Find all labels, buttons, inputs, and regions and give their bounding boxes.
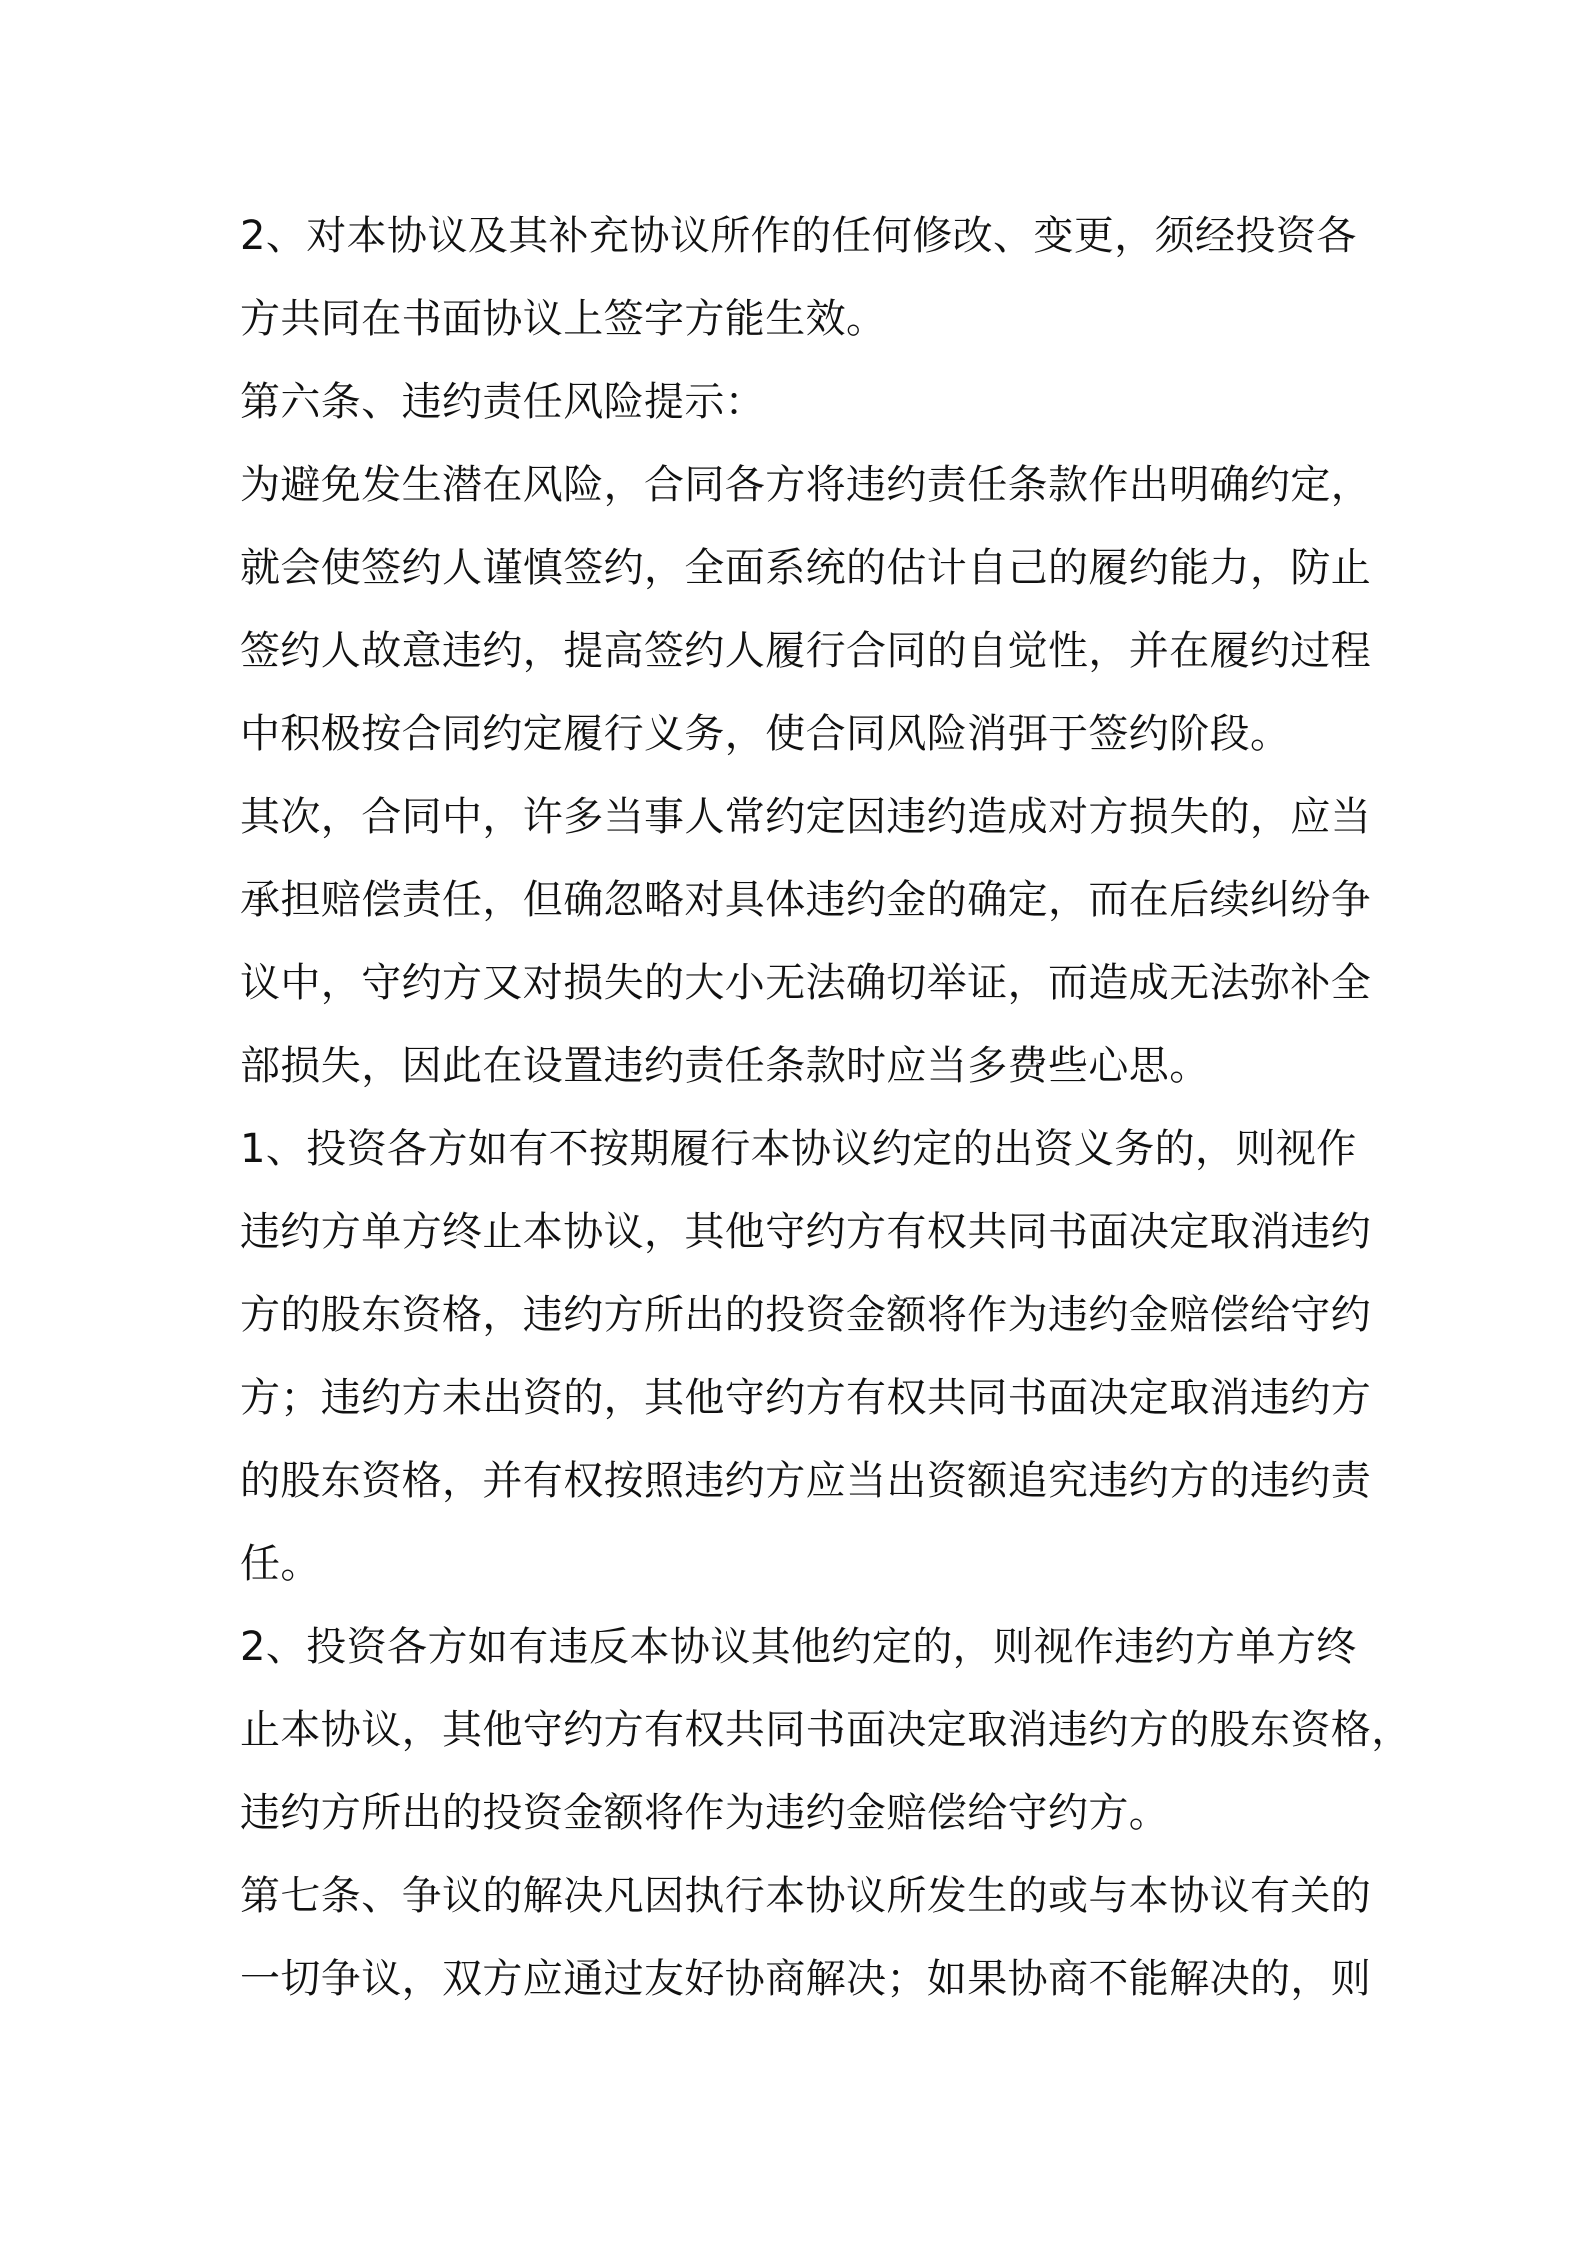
text-line: 其次，合同中，许多当事人常约定因违约造成对方损失的，应当 [240,794,1372,840]
text-line: 签约人故意违约，提高签约人履行合同的自觉性，并在履约过程 [240,628,1372,674]
text-line: 任。 [240,1541,321,1587]
text-line: 方；违约方未出资的，其他守约方有权共同书面决定取消违约方 [240,1375,1372,1421]
text-line: 的股东资格，并有权按照违约方应当出资额追究违约方的违约责 [240,1458,1372,1504]
text-line: 违约方所出的投资金额将作为违约金赔偿给守约方。 [240,1790,1170,1836]
text-line: 第六条、违约责任风险提示： [240,379,766,425]
text-line: 承担赔偿责任，但确忽略对具体违约金的确定，而在后续纠纷争 [240,877,1372,923]
text-line: 2、投资各方如有违反本协议其他约定的，则视作违约方单方终 [240,1624,1357,1670]
document-body [240,195,1412,2021]
text-line: 部损失，因此在设置违约责任条款时应当多费些心思。 [240,1043,1210,1089]
text-line: 第七条、争议的解决凡因执行本协议所发生的或与本协议有关的 [240,1873,1372,1919]
text-line: 为避免发生潜在风险，合同各方将违约责任条款作出明确约定， [240,462,1372,508]
text-line: 违约方单方终止本协议，其他守约方有权共同书面决定取消违约 [240,1209,1372,1255]
text-line: 方的股东资格，违约方所出的投资金额将作为违约金赔偿给守约 [240,1292,1372,1338]
text-line: 止本协议，其他守约方有权共同书面决定取消违约方的股东资格， [240,1707,1412,1753]
text-line: 2、对本协议及其补充协议所作的任何修改、变更，须经投资各 [240,213,1357,259]
text-line: 议中，守约方又对损失的大小无法确切举证，而造成无法弥补全 [240,960,1372,1006]
text-line: 中积极按合同约定履行义务，使合同风险消弭于签约阶段。 [240,711,1291,757]
text-line: 一切争议，双方应通过友好协商解决；如果协商不能解决的，则 [240,1956,1372,2002]
text-line: 方共同在书面协议上签字方能生效。 [240,296,887,342]
text-line: 1、投资各方如有不按期履行本协议约定的出资义务的，则视作 [240,1126,1357,1172]
text-line: 就会使签约人谨慎签约，全面系统的估计自己的履约能力，防止 [240,545,1372,591]
